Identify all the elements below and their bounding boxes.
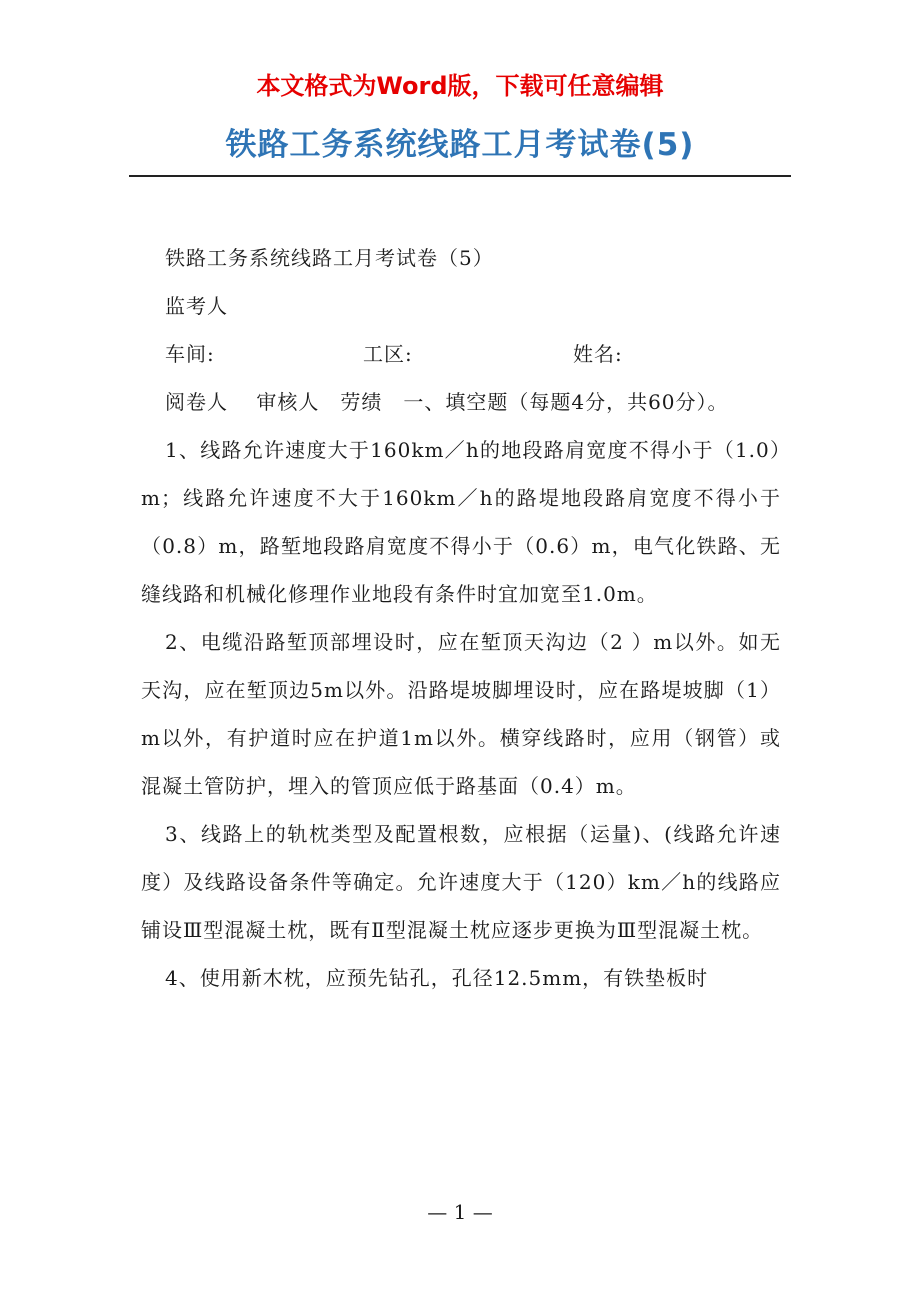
exam-subtitle: 铁路工务系统线路工月考试卷（5） [165, 246, 494, 270]
question-4: 4、使用新木枕，应预先钻孔，孔径12.5mm，有铁垫板时 [165, 966, 709, 990]
reviewers-and-section-heading: 阅卷人 审核人 劳绩 一、填空题（每题4分，共60分）。 [165, 390, 729, 414]
title-divider [129, 175, 791, 177]
question-3: 3、线路上的轨枕类型及配置根数，应根据（运量)、(线路允许速度）及线路设备条件等确定。允许速度大于（120）km／h的线路应铺设Ⅲ型混凝土枕，既有Ⅱ型混凝土枕应逐步更换为Ⅲ型混凝土枕。 [141, 822, 781, 942]
document-title: 铁路工务系统线路工月考试卷(5) [225, 127, 695, 163]
info-fields-row [141, 330, 781, 378]
document-body [141, 234, 781, 1002]
proctor-label: 监考人 [165, 294, 228, 318]
workshop-label: 车间: [165, 342, 215, 366]
question-1: 1、线路允许速度大于160km／h的地段路肩宽度不得小于（1.0）m；线路允许速度不大于160km／h的路堤地段路肩宽度不得小于（0.8）m，路堑地段路肩宽度不得小于（0.6）m，电气化铁路、无缝线路和机械化修理作业地段有条件时宜加宽至1.0m。 [141, 438, 781, 606]
page-number: — 1 — [427, 1200, 493, 1224]
work-area-label: 工区: [363, 342, 413, 366]
download-notice-banner: 本文格式为Word版，下载可任意编辑 [256, 72, 664, 100]
question-2: 2、电缆沿路堑顶部埋设时，应在堑顶天沟边（2 ）m以外。如无天沟，应在堑顶边5m以外。沿路堤坡脚埋设时，应在路堤坡脚（1）m以外，有护道时应在护道1m以外。横穿线路时，应用（钢管）或混凝土管防护，埋入的管顶应低于路基面（0.4）m。 [141, 630, 781, 798]
name-label: 姓名: [573, 342, 623, 366]
